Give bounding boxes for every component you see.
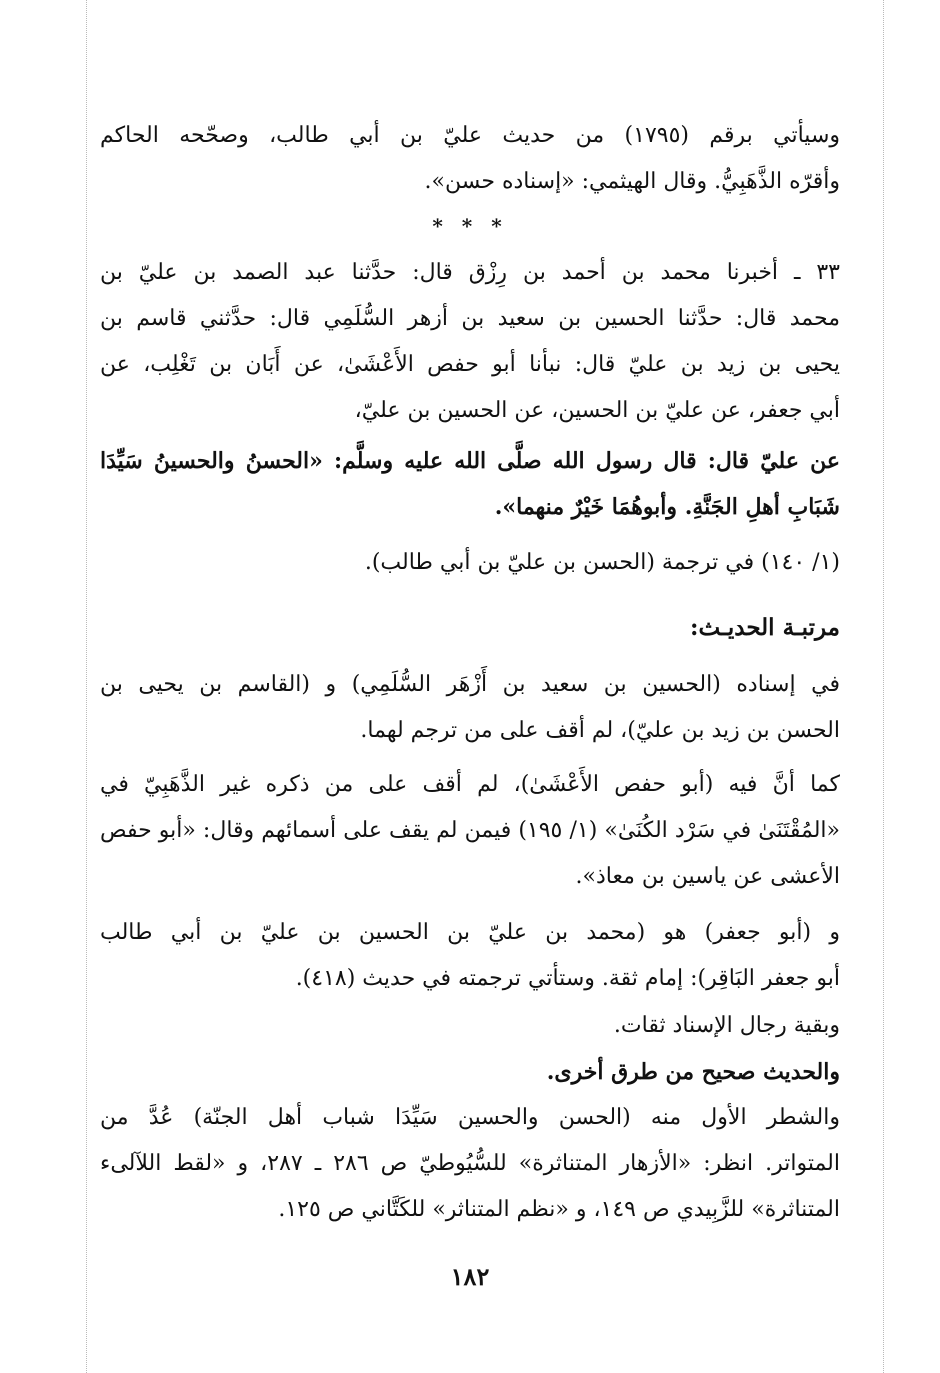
text-line: الحسن بن زيد بن عليّ)، لم أقف على من ترجم لهما. bbox=[360, 718, 840, 743]
text-line: ٣٣ ـ أخبرنا محمد بن أحمد بن رِزْق قال: حدَّثنا عبد الصمد بن عليّ بن bbox=[100, 260, 840, 285]
text-line: أبي جعفر، عن عليّ بن الحسين، عن الحسين بن عليّ، bbox=[354, 398, 840, 423]
right-margin-guide bbox=[883, 0, 884, 1373]
text-line: وسيأتي برقم (١٧٩٥) من حديث عليّ بن أبي طالب، وصحّحه الحاكم bbox=[100, 123, 840, 148]
paragraph-grading-2 bbox=[100, 762, 840, 900]
text-line: وبقية رجال الإسناد ثقات. bbox=[613, 1013, 840, 1038]
text-line: المتناثرة» للزَّبِيدي ص ١٤٩، و «نظم المتناثر» للكَتَّاني ص ١٢٥. bbox=[278, 1197, 840, 1222]
section-separator: * * * bbox=[432, 214, 508, 238]
text-line: في إسناده (الحسين بن سعيد بن أَزْهَر السُّلَمِي) و (القاسم بن يحيى بن bbox=[100, 672, 840, 697]
text-line: أبو جعفر البَاقِر): إمام ثقة. وستأتي ترجمته في حديث (٤١٨). bbox=[295, 966, 840, 991]
text-line: شَبَابِ أهلِ الجَنَّةِ. وأبوهُمَا خَيْرٌ منهما». bbox=[494, 494, 840, 520]
paragraph-hadith-isnad bbox=[100, 250, 840, 434]
left-margin-guide bbox=[86, 0, 87, 1373]
text-line: محمد قال: حدَّثنا الحسين بن سعيد بن أزهر السُّلَمِي قال: حدَّثني قاسم بن bbox=[100, 306, 840, 331]
text-line: والشطر الأول منه (الحسن والحسين سَيِّدَا شباب أهل الجنّة) عُدَّ من bbox=[100, 1105, 840, 1130]
paragraph-grading-5 bbox=[100, 1049, 840, 1095]
text-line: الأعشى عن ياسين بن معاذ». bbox=[575, 864, 840, 889]
paragraph-source-reference bbox=[100, 540, 840, 586]
paragraph-hadith-matn bbox=[100, 438, 840, 530]
text-line: وأقرّه الذَّهَبِيُّ. وقال الهيثمي: «إسناده حسن». bbox=[424, 169, 840, 194]
page-number: ١٨٢ bbox=[450, 1262, 490, 1291]
text-line: و (أبو جعفر) هو (محمد بن عليّ بن الحسين بن عليّ بن أبي طالب bbox=[100, 920, 840, 945]
text-line: كما أنَّ فيه (أبو حفص الأَعْشَىٰ)، لم أقف على من ذكره غير الذَّهَبِيّ في bbox=[100, 772, 840, 797]
paragraph-grading-4 bbox=[100, 1003, 840, 1049]
text-line: «المُقْتَنَىٰ في سَرْد الكُنَىٰ» (١/ ١٩٥) فيمن لم يقف على أسمائهم وقال: «أبو حفص bbox=[100, 818, 841, 843]
paragraph-previous-reference bbox=[100, 113, 840, 205]
text-line: يحيى بن زيد بن عليّ قال: نبأنا أبو حفص الأَعْشَىٰ، عن أَبَان بن تَغْلِب، عن bbox=[100, 352, 840, 377]
paragraph-grading-3 bbox=[100, 910, 840, 1002]
text-line: عن عليّ قال: قال رسول الله صلَّى الله عليه وسلَّم: «الحسنُ والحسينُ سَيِّدَا bbox=[100, 448, 840, 474]
paragraph-grading-6 bbox=[100, 1095, 840, 1233]
paragraph-grading-1 bbox=[100, 662, 840, 754]
section-heading: مرتبـة الحديـث: bbox=[690, 614, 840, 641]
text-line: (١/ ١٤٠) في ترجمة (الحسن بن عليّ بن أبي طالب). bbox=[364, 550, 840, 575]
text-line: المتواتر. انظر: «الأزهار المتناثرة» للسُّيُوطيّ ص ٢٨٦ ـ ٢٨٧، و «لقط اللآلىء bbox=[100, 1151, 840, 1176]
text-line: والحديث صحيح من طرق أخرى. bbox=[546, 1059, 840, 1085]
